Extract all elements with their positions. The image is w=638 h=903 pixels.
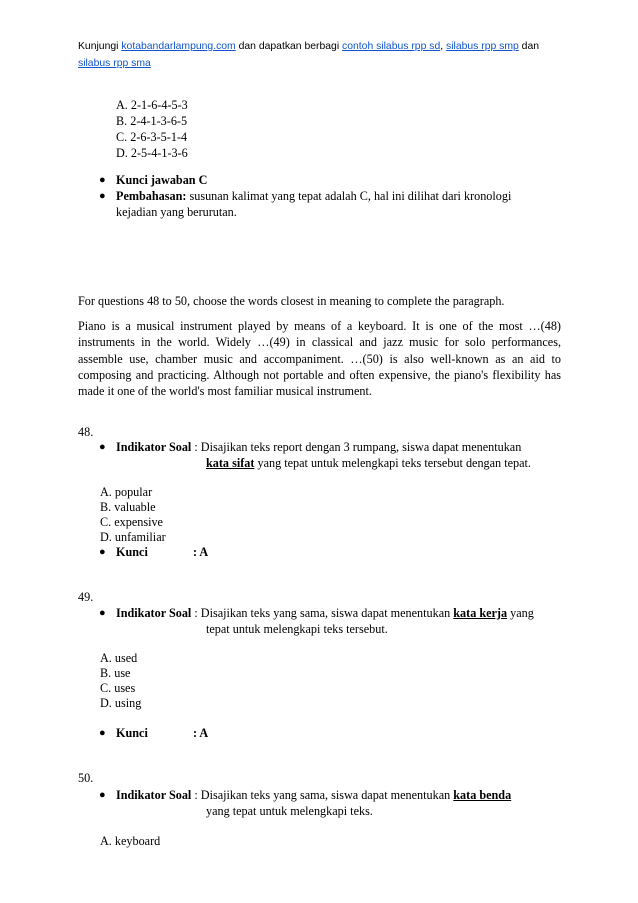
option-c: C. expensive: [100, 515, 163, 529]
question-number: 50.: [78, 771, 94, 785]
bullet-icon: ●: [99, 174, 106, 186]
keyword: kata sifat: [206, 456, 255, 470]
question-number: 49.: [78, 590, 94, 604]
link-silabus-rpp-sd[interactable]: contoh silabus rpp sd: [342, 41, 441, 52]
prev-option-c: C. 2-6-3-5-1-4: [116, 130, 188, 144]
option-a: A. popular: [100, 485, 153, 499]
link-silabus-rpp-sma[interactable]: silabus rpp sma: [78, 58, 151, 69]
question-kunci: Kunci: [116, 545, 148, 559]
question-indikator: Indikator Soal : Disajikan teks yang sama, siswa dapat menentukan kata benda: [116, 788, 512, 802]
bullet-icon: ●: [99, 607, 106, 619]
question-options: [100, 485, 166, 545]
question-indikator-cont: yang tepat untuk melengkapi teks.: [206, 804, 373, 818]
option-b: B. valuable: [100, 500, 156, 514]
question-kunci-value: : A: [193, 726, 209, 740]
prev-options: [116, 97, 188, 161]
bullet-icon: ●: [99, 727, 106, 739]
bullet-icon: ●: [99, 546, 106, 558]
passage: Piano is a musical instrument played by means of a keyboard. It is one of the most …(48) instruments in the world. Widely …(49) in classical and jazz music for solo performances, assemble use, chamber music and accompaniment. …(50) is also well-known as an aid to composing and practicing. Although not portable and often expensive, the piano's flexibility has made it one of the world's most familiar musical instrument.: [78, 319, 561, 399]
question-indikator: Indikator Soal : Disajikan teks yang sama, siswa dapat menentukan kata kerja yang: [116, 606, 534, 620]
option-a: A. keyboard: [100, 834, 161, 848]
prev-key: Kunci jawaban C: [116, 173, 208, 187]
question-kunci: Kunci: [116, 726, 148, 740]
bullet-icon: ●: [99, 441, 106, 453]
explanation-cont: kejadian yang berurutan.: [116, 205, 237, 219]
option-d: D. unfamiliar: [100, 530, 166, 544]
question-indikator-cont: tepat untuk melengkapi teks tersebut.: [206, 622, 388, 636]
question-options: [100, 833, 160, 849]
prev-explanation: [116, 188, 556, 220]
keyword: kata kerja: [453, 606, 508, 620]
instruction: For questions 48 to 50, choose the words closest in meaning to complete the paragraph.: [78, 294, 505, 308]
link-silabus-rpp-smp[interactable]: silabus rpp smp: [446, 41, 519, 52]
header-and: dan: [518, 41, 540, 52]
explanation-text: susunan kalimat yang tepat adalah C, hal ini dilihat dari kronologi: [186, 189, 512, 203]
question-indikator: Indikator Soal : Disajikan teks report dengan 3 rumpang, siswa dapat menentukan: [116, 440, 522, 454]
header-sep: ,: [440, 41, 447, 52]
bullet-icon: ●: [99, 190, 106, 202]
explanation-label: Pembahasan:: [116, 189, 187, 203]
page-header: [78, 38, 568, 72]
option-b: B. use: [100, 666, 131, 680]
option-d: D. using: [100, 696, 142, 710]
keyword: kata benda: [453, 788, 512, 802]
question-kunci-value: : A: [193, 545, 209, 559]
question-indikator-cont: kata sifat yang tepat untuk melengkapi teks tersebut dengan tepat.: [206, 456, 531, 470]
header-prefix: Kunjungi: [78, 41, 122, 52]
option-c: C. uses: [100, 681, 136, 695]
link-kotabandarlampung[interactable]: kotabandarlampung.com: [121, 41, 236, 52]
question-options: [100, 651, 141, 711]
option-a: A. used: [100, 651, 138, 665]
prev-option-d: D. 2-5-4-1-3-6: [116, 146, 188, 160]
header-mid: dan dapatkan berbagi: [235, 41, 343, 52]
question-number: 48.: [78, 425, 94, 439]
bullet-icon: ●: [99, 789, 106, 801]
prev-option-a: A. 2-1-6-4-5-3: [116, 98, 188, 112]
prev-option-b: B. 2-4-1-3-6-5: [116, 114, 188, 128]
